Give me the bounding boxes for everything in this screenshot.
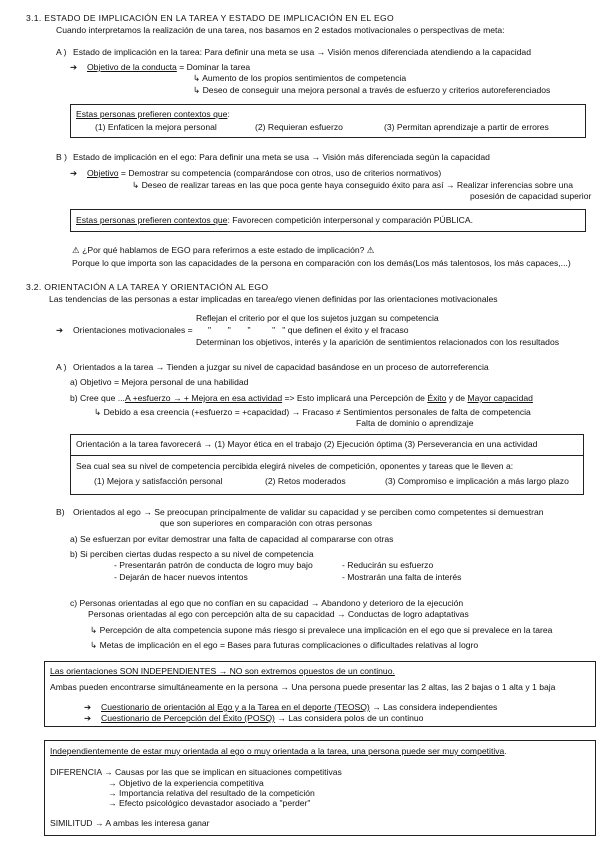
item-b-text: Estado de implicación en el ego: Para definir una meta se usa → Visión más diferenciada según la capacidad <box>73 152 490 162</box>
item-b-marker: B ) <box>56 152 67 162</box>
section-3-1-heading: 3.1. ESTADO DE IMPLICACIÓN EN LA TAREA Y ESTADO DE IMPLICACIÓN EN EL EGO <box>26 13 394 23</box>
similarity-text: → A ambas les interesa ganar <box>92 818 210 828</box>
section-3-2-heading: 3.2. ORIENTACIÓN A LA TAREA Y ORIENTACIÓN AL EGO <box>26 282 269 292</box>
sub-item-cont: Falta de dominio o aprendizaje <box>356 418 474 428</box>
orientation-line: Determinan los objetivos, interés y la aparición de sentimientos relacionados con los resultados <box>196 337 560 347</box>
difference-item: → Importancia relativa del resultado de la competición <box>108 788 315 798</box>
objective-text: = Dominar la tarea <box>176 62 251 72</box>
item-a-text: Orientados a la tarea → Tienden a juzgar su nivel de capacidad basándose en un proceso de autorreferencia <box>73 362 489 372</box>
difference-label: DIFERENCIA <box>50 767 102 777</box>
preference-box-a <box>70 104 586 138</box>
b-underlined: A +esfuerzo → + Mejora en esa actividad <box>124 393 283 403</box>
b-exito: Éxito <box>427 393 447 403</box>
questionnaire-text: → Las considera polos de un continuo <box>274 713 424 723</box>
item-b-marker: B) <box>56 507 65 517</box>
box-colon: : <box>227 109 230 119</box>
sub-item: ↳ Metas de implicación en el ego = Bases para futuras complicaciones o dificultades relativas al logro <box>90 640 479 650</box>
box-item: (2) Retos moderados <box>265 476 346 486</box>
arrow-icon: ➔ <box>70 168 78 178</box>
warning-answer: Porque lo que importa son las capacidades de la persona en comparación con los demás(Los más talentosos, los más capaces,...) <box>72 258 571 268</box>
box-title <box>76 109 230 120</box>
item-b-text: Orientados al ego → Se preocupan principalmente de validar su capacidad y se perciben como competentes si demuestran <box>73 507 544 517</box>
difference-line <box>50 767 342 778</box>
arrow-bullet <box>84 702 91 713</box>
objective-line <box>87 62 250 73</box>
warning-question: ⚠ ¿Por qué hablamos de EGO para referirnos a este estado de implicación? ⚠ <box>72 245 375 255</box>
sub-item: ↳ Deseo de realizar tareas en las que poca gente haya conseguido éxito para así → Realizar inferencias sobre una <box>132 180 573 190</box>
competitiveness-box <box>44 740 596 836</box>
sub-item: ↳ Aumento de los propios sentimientos de competencia <box>193 73 407 83</box>
arrow-icon: ➔ <box>84 702 92 712</box>
objective-text: = Demostrar su competencia (comparándose con otros, uso de criterios normativos) <box>118 168 442 178</box>
box-item: (3) Compromiso e implicación a más largo plazo <box>385 476 569 486</box>
list-item: - Reducirán su esfuerzo <box>342 560 434 570</box>
difference-item: → Objetivo de la experiencia competitiva <box>108 778 264 788</box>
difference-item: → Efecto psicológico devastador asociado a "perder" <box>108 798 311 808</box>
box-item: (1) Enfaticen la mejora personal <box>95 122 217 132</box>
list-item: - Dejarán de hacer nuevos intentos <box>114 572 248 582</box>
arrow-icon: ➔ <box>84 713 92 723</box>
preference-box-b <box>70 209 586 232</box>
objective-label: Objetivo de la conducta <box>87 62 177 72</box>
orientation-line: " " " " " que definen el éxito y el fracaso <box>208 325 409 335</box>
box-item: (3) Permitan aprendizaje a partir de errores <box>384 122 549 132</box>
arrow-icon: ➔ <box>70 62 78 72</box>
competitiveness-title <box>50 746 507 757</box>
box-line <box>76 215 473 226</box>
b-mid: => Esto implicará una Percepción de <box>282 393 428 403</box>
arrow-bullet <box>70 62 77 73</box>
arrow-bullet <box>70 168 77 179</box>
list-item: - Mostrarán una falta de interés <box>342 572 462 582</box>
independence-title: Las orientaciones SON INDEPENDIENTES → NO son extremos opuestos de un continuo. <box>50 666 395 676</box>
arrow-bullet <box>84 713 91 724</box>
sub-item-cont: posesión de capacidad superior <box>470 191 592 201</box>
item-a-marker: A ) <box>56 47 67 57</box>
b-capacidad: Mayor capacidad <box>467 393 533 403</box>
questionnaire-line <box>101 713 423 724</box>
independence-line: Ambas pueden encontrarse simultáneamente en la persona → Una persona puede presentar las 2 altas, las 2 bajas o 1 alta y 1 baja <box>50 682 556 692</box>
item-a-text: Estado de implicación en la tarea: Para definir una meta se usa → Visión menos diferenciada atendiendo a la capacidad <box>73 47 531 57</box>
sub-item-b <box>70 393 533 404</box>
b-and: y de <box>446 393 468 403</box>
similarity-label: SIMILITUD <box>50 818 93 828</box>
objective-label: Objetivo <box>87 168 119 178</box>
box-title-text: Estas personas prefieren contextos que <box>76 109 228 119</box>
box-line: Sea cual sea su nivel de competencia percibida elegirá niveles de competición, oponentes y tareas que le lleven a: <box>76 461 514 471</box>
b-pre: b) Cree que ... <box>70 393 125 403</box>
questionnaire-line <box>101 702 497 713</box>
independence-box <box>44 661 596 727</box>
competitiveness-title-text: Independientemente de estar muy orientada al ego o muy orientada a la tarea, una persona puede ser muy competitiva <box>50 746 505 756</box>
sub-item: ↳ Deseo de conseguir una mejora personal a través de esfuerzo y criterios autoreferenciados <box>193 85 551 95</box>
item-b-text-cont: que son superiores en comparación con otras personas <box>160 518 373 528</box>
questionnaire-name: Cuestionario de Percepción del Éxito (POSQ) <box>101 713 275 723</box>
title-period: . <box>504 746 507 756</box>
sub-item: a) Se esfuerzan por evitar demostrar una falta de capacidad al compararse con otras <box>70 534 394 544</box>
sub-item: b) Si perciben ciertas dudas respecto a su nivel de competencia <box>70 549 314 559</box>
questionnaire-text: → Las considera independientes <box>369 702 498 712</box>
orientation-line: Reflejan el criterio por el que los sujetos juzgan su competencia <box>196 313 439 323</box>
similarity-line <box>50 818 210 829</box>
arrow-bullet <box>56 325 63 336</box>
box-title-text: Estas personas prefieren contextos que <box>76 215 228 225</box>
box-divider <box>71 455 583 456</box>
arrow-icon: ➔ <box>56 325 64 335</box>
box-item: (1) Mejora y satisfacción personal <box>94 476 223 486</box>
difference-text: → Causas por las que se implican en situaciones competitivas <box>101 767 342 777</box>
orientation-task-box <box>70 434 584 495</box>
item-a-marker: A ) <box>56 362 67 372</box>
box-text: : Favorecen competición interpersonal y comparación PÚBLICA. <box>227 215 473 225</box>
orientation-label: Orientaciones motivacionales = <box>73 325 193 335</box>
section-3-1-intro: Cuando interpretamos la realización de una tarea, nos basamos en 2 estados motivacionales o perspectivas de meta: <box>56 25 505 35</box>
box-item: (2) Requieran esfuerzo <box>255 122 343 132</box>
list-item: - Presentarán patrón de conducta de logro muy bajo <box>114 560 313 570</box>
questionnaire-name: Cuestionario de orientación al Ego y a la Tarea en el deporte (TEOSQ) <box>101 702 370 712</box>
objective-line <box>87 168 441 179</box>
sub-item: c) Personas orientadas al ego que no confían en su capacidad → Abandono y deterioro de la ejecución <box>70 598 464 608</box>
sub-item: Personas orientadas al ego con percepción alta de su capacidad → Conductas de logro adaptativas <box>88 609 469 619</box>
box-line: Orientación a la tarea favorecerá → (1) Mayor ética en el trabajo (2) Ejecución óptima (3) Perseverancia en una actividad <box>76 439 538 449</box>
sub-item: a) Objetivo = Mejora personal de una habilidad <box>70 377 249 387</box>
sub-item: ↳ Percepción de alta competencia supone más riesgo si prevalece una implicación en el ego que si prevalece en la tarea <box>90 625 553 635</box>
section-3-2-intro: Las tendencias de las personas a estar implicadas en tarea/ego vienen definidas por las orientaciones motivacionales <box>49 294 498 304</box>
sub-item: ↳ Debido a esa creencia (+esfuerzo = +capacidad) → Fracaso ≠ Sentimientos personales de falta de competencia <box>94 407 531 417</box>
